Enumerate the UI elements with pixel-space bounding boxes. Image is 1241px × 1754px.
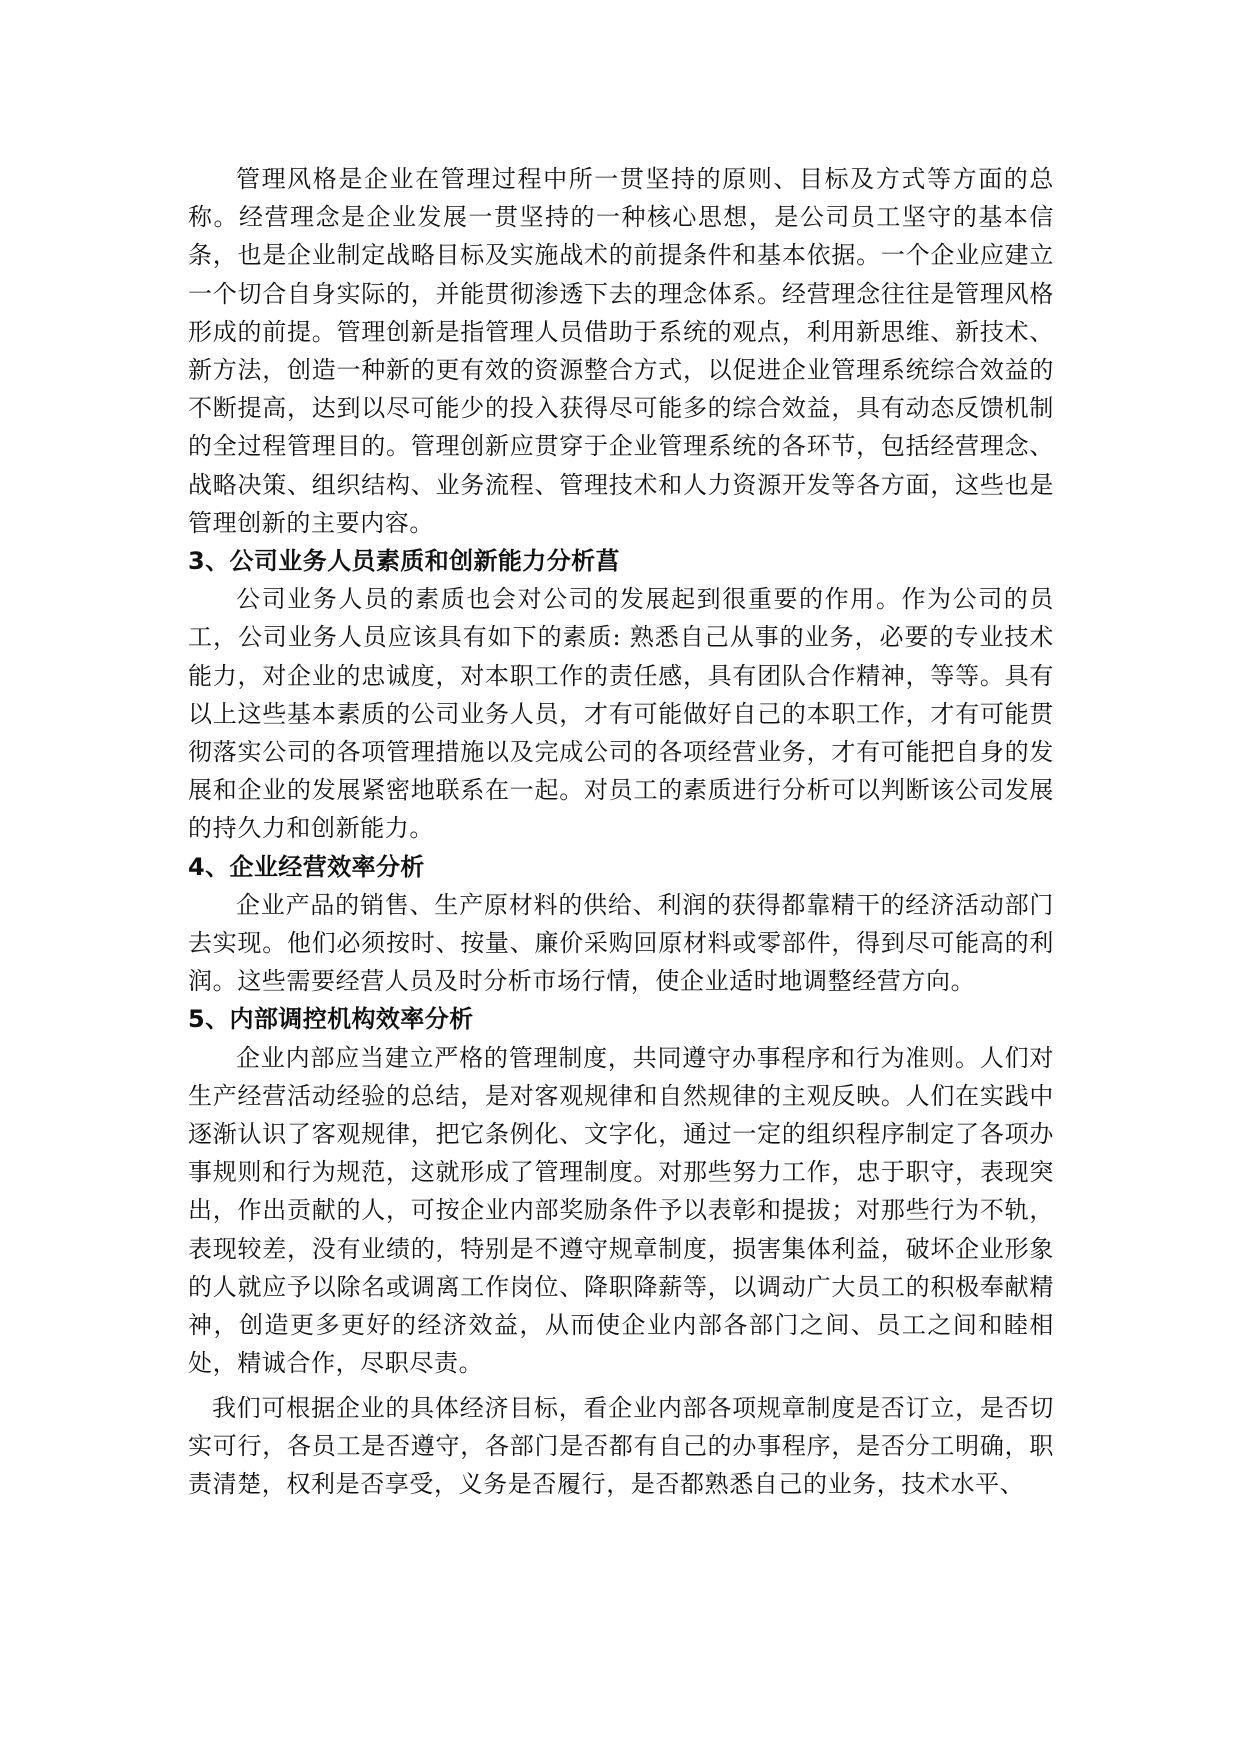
section-heading-5: 5、内部调控机构效率分析 [188, 1005, 474, 1034]
paragraph-evaluation: 我们可根据企业的具体经济目标，看企业内部各项规章制度是否订立，是否切实可行，各员工是否遵守，各部门是否都有自己的办事程序，是否分工明确，职责清楚，权利是否享受，义务是否履行，是否都熟悉自己的业务，技术水平、 [188, 1393, 1054, 1498]
paragraph-internal-control: 企业内部应当建立严格的管理制度，共同遵守办事程序和行为准则。人们对生产经营活动经验的总结，是对客观规律和自然规律的主观反映。人们在实践中逐渐认识了客观规律，把它条例化、文字化，通过一定的组织程序制定了各项办事规则和行为规范，这就形成了管理制度。对那些努力工作，忠于职守，表现突出，作出贡献的人，可按企业内部奖励条件予以表彰和提拔；对那些行为不轨，表现较差，没有业绩的，特别是不遵守规章制度，损害集体利益，破坏企业形象的人就应予以除名或调离工作岗位、降职降薪等，以调动广大员工的积极奉献精神，创造更多更好的经济效益，从而使企业内部各部门之间、员工之间和睦相处，精诚合作，尽职尽责。 [188, 1043, 1054, 1378]
paragraph-operating-efficiency: 企业产品的销售、生产原材料的供给、利润的获得都靠精干的经济活动部门去实现。他们必须按时、按量、廉价采购回原材料或零部件，得到尽可能高的利润。这些需要经营人员及时分析市场行情，使企业适时地调整经营方向。 [188, 890, 1054, 996]
section-heading-3: 3、公司业务人员素质和创新能力分析菖 [188, 547, 620, 576]
paragraph-management-style: 管理风格是企业在管理过程中所一贯坚持的原则、目标及方式等方面的总称。经营理念是企业发展一贯坚持的一种核心思想，是公司员工坚守的基本信条，也是企业制定战略目标及实施战术的前提条件和基本依据。一个企业应建立一个切合自身实际的，并能贯彻渗透下去的理念体系。经营理念往往是管理风格形成的前提。管理创新是指管理人员借助于系统的观点，利用新思维、新技术、新方法，创造一种新的更有效的资源整合方式，以促进企业管理系统综合效益的不断提高，达到以尽可能少的投入获得尽可能多的综合效益，具有动态反馈机制的全过程管理目的。管理创新应贯穿于企业管理系统的各环节，包括经营理念、战略决策、组织结构、业务流程、管理技术和人力资源开发等各方面，这些也是管理创新的主要内容。 [188, 165, 1054, 537]
document-body [188, 160, 1054, 1503]
paragraph-staff-quality: 公司业务人员的素质也会对公司的发展起到很重要的作用。作为公司的员工，公司业务人员应该具有如下的素质: 熟悉自己从事的业务，必要的专业技术能力，对企业的忠诚度，对本职工作的责任感，具有团队合作精神，等等。具有以上这些基本素质的公司业务人员，才有可能做好自己的本职工作，才有可能贯彻落实公司的各项管理措施以及完成公司的各项经营业务，才有可能把自身的发展和企业的发展紧密地联系在一起。对员工的素质进行分析可以判断该公司发展的持久力和创新能力。 [188, 585, 1054, 843]
section-heading-4: 4、企业经营效率分析 [188, 852, 425, 881]
